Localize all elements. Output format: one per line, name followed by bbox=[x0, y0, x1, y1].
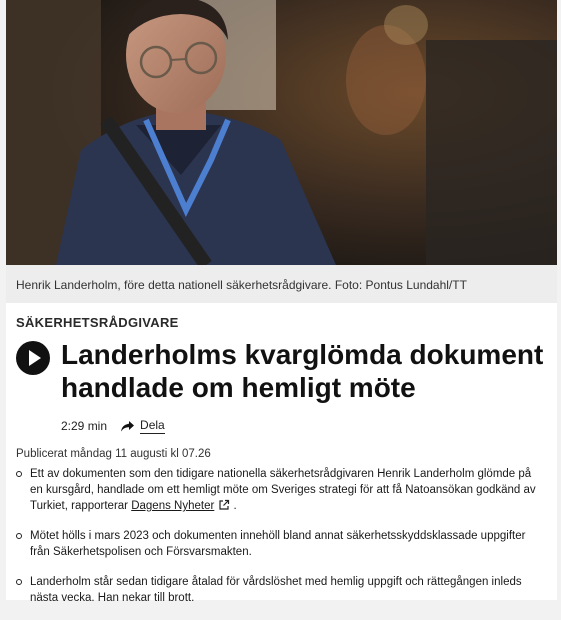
published-date: Publicerat måndag 11 augusti kl 07.26 bbox=[16, 448, 211, 460]
share-button[interactable] bbox=[121, 418, 165, 434]
photo-caption: Henrik Landerholm, före detta nationell säkerhetsrådgivare. Foto: Pontus Lundahl/TT bbox=[16, 278, 467, 292]
dagens-nyheter-link[interactable]: Dagens Nyheter bbox=[131, 500, 215, 512]
list-item-text: Ett av dokumenten som den tidigare nationella säkerhetsrådgivaren Henrik Landerholm glömde på en kursgård, handlade om ett hemligt möte om Sveriges strategi för att få Natoansökan godkänd av Turkiet, rapporterar bbox=[30, 468, 536, 512]
list-item bbox=[16, 528, 536, 560]
portrait-photo bbox=[6, 0, 557, 265]
list-item-text: Landerholm står sedan tidigare åtalad för vårdslöshet med hemlig uppgift och rättegången inleds nästa vecka. Han nekar till brott. bbox=[30, 576, 522, 604]
share-icon bbox=[121, 421, 134, 432]
listen-duration: 2:29 min bbox=[61, 419, 108, 433]
share-label: Dela bbox=[140, 418, 165, 432]
article-kicker: SÄKERHETSRÅDGIVARE bbox=[16, 315, 179, 330]
bullet-icon bbox=[16, 533, 22, 539]
bullet-icon bbox=[16, 579, 22, 585]
list-item-text: Mötet hölls i mars 2023 och dokumenten innehöll bland annat säkerhetsskyddsklassade uppgifter från Säkerhetspolisen och Försvarsmakten. bbox=[30, 530, 526, 558]
list-item-text-end: . bbox=[230, 500, 237, 512]
play-icon bbox=[29, 350, 41, 366]
article-meta bbox=[61, 418, 165, 434]
summary-list bbox=[16, 466, 536, 620]
bullet-icon bbox=[16, 471, 22, 477]
listen-play-button[interactable] bbox=[16, 341, 50, 375]
article-photo bbox=[6, 0, 557, 265]
list-item bbox=[16, 574, 536, 606]
external-link-icon bbox=[218, 499, 230, 511]
article-headline: Landerholms kvarglömda dokument handlade om hemligt möte bbox=[61, 339, 544, 403]
list-item bbox=[16, 466, 536, 514]
